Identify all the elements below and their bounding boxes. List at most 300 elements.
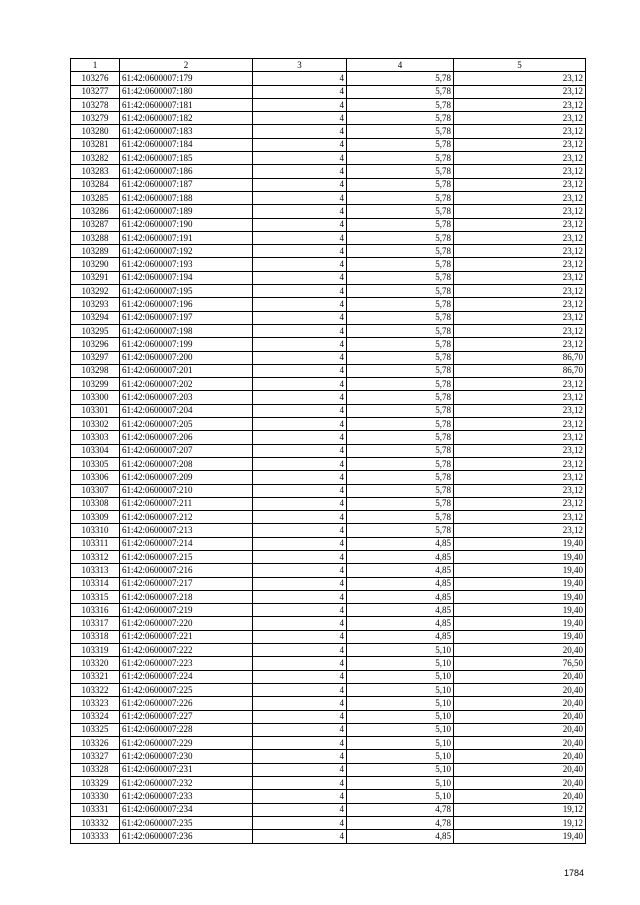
col4-value-cell: 4,78 bbox=[347, 816, 454, 829]
col4-value-cell: 5,78 bbox=[347, 138, 454, 151]
row-number-cell: 103306 bbox=[71, 471, 120, 484]
table-row bbox=[71, 737, 586, 750]
table-row bbox=[71, 511, 586, 524]
col3-value-cell: 4 bbox=[253, 391, 347, 404]
column-header-4: 4 bbox=[347, 59, 454, 72]
table-row bbox=[71, 165, 586, 178]
cadastral-number-cell: 61:42:0600007:211 bbox=[120, 497, 253, 510]
cadastral-number-cell: 61:42:0600007:207 bbox=[120, 444, 253, 457]
table-row bbox=[71, 723, 586, 736]
table-row bbox=[71, 484, 586, 497]
col5-value-cell: 23,12 bbox=[454, 72, 586, 85]
row-number-cell: 103307 bbox=[71, 484, 120, 497]
col4-value-cell: 5,78 bbox=[347, 311, 454, 324]
row-number-cell: 103332 bbox=[71, 816, 120, 829]
col3-value-cell: 4 bbox=[253, 777, 347, 790]
cadastral-number-cell: 61:42:0600007:213 bbox=[120, 524, 253, 537]
cadastral-number-cell: 61:42:0600007:236 bbox=[120, 830, 253, 843]
row-number-cell: 103286 bbox=[71, 205, 120, 218]
row-number-cell: 103323 bbox=[71, 697, 120, 710]
col5-value-cell: 23,12 bbox=[454, 245, 586, 258]
col4-value-cell: 5,78 bbox=[347, 298, 454, 311]
table-header-row bbox=[71, 59, 586, 72]
cadastral-number-cell: 61:42:0600007:191 bbox=[120, 231, 253, 244]
col4-value-cell: 4,85 bbox=[347, 577, 454, 590]
col5-value-cell: 20,40 bbox=[454, 737, 586, 750]
col3-value-cell: 4 bbox=[253, 218, 347, 231]
table-row bbox=[71, 418, 586, 431]
row-number-cell: 103282 bbox=[71, 152, 120, 165]
row-number-cell: 103277 bbox=[71, 85, 120, 98]
table-row bbox=[71, 205, 586, 218]
cadastral-number-cell: 61:42:0600007:220 bbox=[120, 617, 253, 630]
col4-value-cell: 5,78 bbox=[347, 364, 454, 377]
cadastral-number-cell: 61:42:0600007:182 bbox=[120, 112, 253, 125]
table-row bbox=[71, 285, 586, 298]
col5-value-cell: 23,12 bbox=[454, 218, 586, 231]
table-row bbox=[71, 324, 586, 337]
row-number-cell: 103326 bbox=[71, 737, 120, 750]
table-row bbox=[71, 152, 586, 165]
col4-value-cell: 5,10 bbox=[347, 644, 454, 657]
col4-value-cell: 4,85 bbox=[347, 590, 454, 603]
cadastral-number-cell: 61:42:0600007:197 bbox=[120, 311, 253, 324]
col3-value-cell: 4 bbox=[253, 537, 347, 550]
col4-value-cell: 5,78 bbox=[347, 205, 454, 218]
row-number-cell: 103283 bbox=[71, 165, 120, 178]
col4-value-cell: 5,78 bbox=[347, 231, 454, 244]
col4-value-cell: 4,85 bbox=[347, 537, 454, 550]
col5-value-cell: 23,12 bbox=[454, 125, 586, 138]
col4-value-cell: 5,78 bbox=[347, 98, 454, 111]
table-row bbox=[71, 191, 586, 204]
col3-value-cell: 4 bbox=[253, 311, 347, 324]
col4-value-cell: 5,78 bbox=[347, 524, 454, 537]
col5-value-cell: 19,40 bbox=[454, 564, 586, 577]
row-number-cell: 103311 bbox=[71, 537, 120, 550]
col5-value-cell: 20,40 bbox=[454, 644, 586, 657]
row-number-cell: 103293 bbox=[71, 298, 120, 311]
col4-value-cell: 5,78 bbox=[347, 471, 454, 484]
col4-value-cell: 5,78 bbox=[347, 72, 454, 85]
column-header-1: 1 bbox=[71, 59, 120, 72]
row-number-cell: 103300 bbox=[71, 391, 120, 404]
col3-value-cell: 4 bbox=[253, 737, 347, 750]
col5-value-cell: 23,12 bbox=[454, 178, 586, 191]
row-number-cell: 103289 bbox=[71, 245, 120, 258]
row-number-cell: 103301 bbox=[71, 404, 120, 417]
col5-value-cell: 19,40 bbox=[454, 590, 586, 603]
cadastral-number-cell: 61:42:0600007:227 bbox=[120, 710, 253, 723]
table-row bbox=[71, 271, 586, 284]
cadastral-number-cell: 61:42:0600007:233 bbox=[120, 790, 253, 803]
column-header-5: 5 bbox=[454, 59, 586, 72]
row-number-cell: 103284 bbox=[71, 178, 120, 191]
col3-value-cell: 4 bbox=[253, 364, 347, 377]
col4-value-cell: 5,78 bbox=[347, 125, 454, 138]
cadastral-number-cell: 61:42:0600007:210 bbox=[120, 484, 253, 497]
col4-value-cell: 5,78 bbox=[347, 258, 454, 271]
row-number-cell: 103330 bbox=[71, 790, 120, 803]
col4-value-cell: 5,78 bbox=[347, 324, 454, 337]
col3-value-cell: 4 bbox=[253, 657, 347, 670]
col3-value-cell: 4 bbox=[253, 457, 347, 470]
table-row bbox=[71, 697, 586, 710]
cadastral-number-cell: 61:42:0600007:217 bbox=[120, 577, 253, 590]
cadastral-number-cell: 61:42:0600007:200 bbox=[120, 351, 253, 364]
col5-value-cell: 23,12 bbox=[454, 85, 586, 98]
table-row bbox=[71, 258, 586, 271]
col3-value-cell: 4 bbox=[253, 577, 347, 590]
col3-value-cell: 4 bbox=[253, 644, 347, 657]
col3-value-cell: 4 bbox=[253, 85, 347, 98]
cadastral-number-cell: 61:42:0600007:229 bbox=[120, 737, 253, 750]
col4-value-cell: 5,10 bbox=[347, 777, 454, 790]
col5-value-cell: 23,12 bbox=[454, 511, 586, 524]
cadastral-number-cell: 61:42:0600007:232 bbox=[120, 777, 253, 790]
col5-value-cell: 86,70 bbox=[454, 364, 586, 377]
cadastral-number-cell: 61:42:0600007:185 bbox=[120, 152, 253, 165]
col5-value-cell: 20,40 bbox=[454, 670, 586, 683]
col4-value-cell: 4,85 bbox=[347, 617, 454, 630]
col5-value-cell: 20,40 bbox=[454, 790, 586, 803]
col5-value-cell: 23,12 bbox=[454, 165, 586, 178]
col4-value-cell: 5,10 bbox=[347, 763, 454, 776]
col4-value-cell: 5,78 bbox=[347, 404, 454, 417]
row-number-cell: 103318 bbox=[71, 630, 120, 643]
col3-value-cell: 4 bbox=[253, 670, 347, 683]
col4-value-cell: 5,78 bbox=[347, 191, 454, 204]
col5-value-cell: 23,12 bbox=[454, 152, 586, 165]
table-row bbox=[71, 777, 586, 790]
data-table bbox=[70, 58, 586, 844]
col3-value-cell: 4 bbox=[253, 750, 347, 763]
col4-value-cell: 5,10 bbox=[347, 737, 454, 750]
cadastral-number-cell: 61:42:0600007:223 bbox=[120, 657, 253, 670]
table-row bbox=[71, 298, 586, 311]
cadastral-number-cell: 61:42:0600007:190 bbox=[120, 218, 253, 231]
row-number-cell: 103310 bbox=[71, 524, 120, 537]
col4-value-cell: 5,10 bbox=[347, 790, 454, 803]
col4-value-cell: 5,78 bbox=[347, 112, 454, 125]
table-row bbox=[71, 670, 586, 683]
row-number-cell: 103291 bbox=[71, 271, 120, 284]
col4-value-cell: 5,10 bbox=[347, 683, 454, 696]
col3-value-cell: 4 bbox=[253, 497, 347, 510]
cadastral-number-cell: 61:42:0600007:198 bbox=[120, 324, 253, 337]
cadastral-number-cell: 61:42:0600007:180 bbox=[120, 85, 253, 98]
table-row bbox=[71, 564, 586, 577]
col3-value-cell: 4 bbox=[253, 112, 347, 125]
row-number-cell: 103303 bbox=[71, 431, 120, 444]
table-row bbox=[71, 816, 586, 829]
row-number-cell: 103302 bbox=[71, 418, 120, 431]
cadastral-number-cell: 61:42:0600007:194 bbox=[120, 271, 253, 284]
row-number-cell: 103292 bbox=[71, 285, 120, 298]
col5-value-cell: 76,50 bbox=[454, 657, 586, 670]
cadastral-number-cell: 61:42:0600007:203 bbox=[120, 391, 253, 404]
col5-value-cell: 19,40 bbox=[454, 604, 586, 617]
col3-value-cell: 4 bbox=[253, 550, 347, 563]
cadastral-number-cell: 61:42:0600007:209 bbox=[120, 471, 253, 484]
col5-value-cell: 23,12 bbox=[454, 524, 586, 537]
col3-value-cell: 4 bbox=[253, 630, 347, 643]
row-number-cell: 103316 bbox=[71, 604, 120, 617]
cadastral-number-cell: 61:42:0600007:235 bbox=[120, 816, 253, 829]
col3-value-cell: 4 bbox=[253, 790, 347, 803]
table-row bbox=[71, 830, 586, 843]
cadastral-number-cell: 61:42:0600007:179 bbox=[120, 72, 253, 85]
col3-value-cell: 4 bbox=[253, 338, 347, 351]
col5-value-cell: 23,12 bbox=[454, 484, 586, 497]
col3-value-cell: 4 bbox=[253, 683, 347, 696]
col5-value-cell: 23,12 bbox=[454, 138, 586, 151]
col3-value-cell: 4 bbox=[253, 710, 347, 723]
col5-value-cell: 19,40 bbox=[454, 830, 586, 843]
col4-value-cell: 4,85 bbox=[347, 604, 454, 617]
column-header-3: 3 bbox=[253, 59, 347, 72]
col5-value-cell: 23,12 bbox=[454, 391, 586, 404]
col3-value-cell: 4 bbox=[253, 378, 347, 391]
col4-value-cell: 5,78 bbox=[347, 285, 454, 298]
col4-value-cell: 5,78 bbox=[347, 497, 454, 510]
col4-value-cell: 5,78 bbox=[347, 418, 454, 431]
col5-value-cell: 86,70 bbox=[454, 351, 586, 364]
col5-value-cell: 23,12 bbox=[454, 471, 586, 484]
col5-value-cell: 19,40 bbox=[454, 617, 586, 630]
col3-value-cell: 4 bbox=[253, 830, 347, 843]
table-row bbox=[71, 391, 586, 404]
table-row bbox=[71, 577, 586, 590]
col4-value-cell: 5,10 bbox=[347, 750, 454, 763]
col5-value-cell: 23,12 bbox=[454, 378, 586, 391]
cadastral-number-cell: 61:42:0600007:205 bbox=[120, 418, 253, 431]
row-number-cell: 103319 bbox=[71, 644, 120, 657]
cadastral-number-cell: 61:42:0600007:186 bbox=[120, 165, 253, 178]
row-number-cell: 103331 bbox=[71, 803, 120, 816]
col3-value-cell: 4 bbox=[253, 271, 347, 284]
col4-value-cell: 5,78 bbox=[347, 457, 454, 470]
cadastral-number-cell: 61:42:0600007:219 bbox=[120, 604, 253, 617]
col3-value-cell: 4 bbox=[253, 298, 347, 311]
cadastral-number-cell: 61:42:0600007:215 bbox=[120, 550, 253, 563]
row-number-cell: 103309 bbox=[71, 511, 120, 524]
table-row bbox=[71, 364, 586, 377]
col3-value-cell: 4 bbox=[253, 604, 347, 617]
col3-value-cell: 4 bbox=[253, 444, 347, 457]
row-number-cell: 103322 bbox=[71, 683, 120, 696]
cadastral-number-cell: 61:42:0600007:183 bbox=[120, 125, 253, 138]
table-row bbox=[71, 683, 586, 696]
col5-value-cell: 23,12 bbox=[454, 205, 586, 218]
col4-value-cell: 5,78 bbox=[347, 218, 454, 231]
col3-value-cell: 4 bbox=[253, 590, 347, 603]
col4-value-cell: 5,10 bbox=[347, 710, 454, 723]
table-row bbox=[71, 471, 586, 484]
col5-value-cell: 20,40 bbox=[454, 683, 586, 696]
col5-value-cell: 23,12 bbox=[454, 338, 586, 351]
col3-value-cell: 4 bbox=[253, 205, 347, 218]
row-number-cell: 103280 bbox=[71, 125, 120, 138]
row-number-cell: 103299 bbox=[71, 378, 120, 391]
table-row bbox=[71, 125, 586, 138]
col4-value-cell: 5,10 bbox=[347, 657, 454, 670]
col3-value-cell: 4 bbox=[253, 524, 347, 537]
col3-value-cell: 4 bbox=[253, 138, 347, 151]
col4-value-cell: 5,78 bbox=[347, 178, 454, 191]
col4-value-cell: 5,78 bbox=[347, 165, 454, 178]
col3-value-cell: 4 bbox=[253, 511, 347, 524]
col3-value-cell: 4 bbox=[253, 285, 347, 298]
cadastral-number-cell: 61:42:0600007:188 bbox=[120, 191, 253, 204]
cadastral-number-cell: 61:42:0600007:225 bbox=[120, 683, 253, 696]
col4-value-cell: 4,85 bbox=[347, 830, 454, 843]
col5-value-cell: 19,40 bbox=[454, 577, 586, 590]
col4-value-cell: 4,78 bbox=[347, 803, 454, 816]
table-row bbox=[71, 72, 586, 85]
cadastral-number-cell: 61:42:0600007:228 bbox=[120, 723, 253, 736]
col5-value-cell: 20,40 bbox=[454, 710, 586, 723]
table-row bbox=[71, 378, 586, 391]
col5-value-cell: 23,12 bbox=[454, 112, 586, 125]
col5-value-cell: 23,12 bbox=[454, 231, 586, 244]
table-row bbox=[71, 803, 586, 816]
row-number-cell: 103320 bbox=[71, 657, 120, 670]
table-row bbox=[71, 98, 586, 111]
col4-value-cell: 5,78 bbox=[347, 152, 454, 165]
col4-value-cell: 5,78 bbox=[347, 85, 454, 98]
row-number-cell: 103278 bbox=[71, 98, 120, 111]
col3-value-cell: 4 bbox=[253, 165, 347, 178]
row-number-cell: 103333 bbox=[71, 830, 120, 843]
col4-value-cell: 5,78 bbox=[347, 271, 454, 284]
col5-value-cell: 23,12 bbox=[454, 285, 586, 298]
cadastral-number-cell: 61:42:0600007:187 bbox=[120, 178, 253, 191]
col4-value-cell: 5,10 bbox=[347, 697, 454, 710]
table-body bbox=[71, 72, 586, 843]
col3-value-cell: 4 bbox=[253, 816, 347, 829]
col5-value-cell: 23,12 bbox=[454, 298, 586, 311]
table-row bbox=[71, 617, 586, 630]
table-row bbox=[71, 524, 586, 537]
col5-value-cell: 23,12 bbox=[454, 311, 586, 324]
cadastral-number-cell: 61:42:0600007:218 bbox=[120, 590, 253, 603]
col5-value-cell: 19,40 bbox=[454, 537, 586, 550]
row-number-cell: 103324 bbox=[71, 710, 120, 723]
table-row bbox=[71, 644, 586, 657]
cadastral-number-cell: 61:42:0600007:212 bbox=[120, 511, 253, 524]
row-number-cell: 103298 bbox=[71, 364, 120, 377]
col5-value-cell: 23,12 bbox=[454, 98, 586, 111]
row-number-cell: 103304 bbox=[71, 444, 120, 457]
col3-value-cell: 4 bbox=[253, 178, 347, 191]
col3-value-cell: 4 bbox=[253, 72, 347, 85]
row-number-cell: 103281 bbox=[71, 138, 120, 151]
col3-value-cell: 4 bbox=[253, 431, 347, 444]
row-number-cell: 103313 bbox=[71, 564, 120, 577]
col4-value-cell: 5,78 bbox=[347, 378, 454, 391]
table-row bbox=[71, 457, 586, 470]
row-number-cell: 103285 bbox=[71, 191, 120, 204]
col5-value-cell: 23,12 bbox=[454, 418, 586, 431]
col5-value-cell: 23,12 bbox=[454, 444, 586, 457]
row-number-cell: 103288 bbox=[71, 231, 120, 244]
table-row bbox=[71, 311, 586, 324]
col5-value-cell: 23,12 bbox=[454, 431, 586, 444]
row-number-cell: 103312 bbox=[71, 550, 120, 563]
cadastral-number-cell: 61:42:0600007:193 bbox=[120, 258, 253, 271]
col5-value-cell: 23,12 bbox=[454, 457, 586, 470]
table-row bbox=[71, 550, 586, 563]
row-number-cell: 103315 bbox=[71, 590, 120, 603]
cadastral-number-cell: 61:42:0600007:181 bbox=[120, 98, 253, 111]
table-row bbox=[71, 351, 586, 364]
table-row bbox=[71, 231, 586, 244]
col3-value-cell: 4 bbox=[253, 803, 347, 816]
col3-value-cell: 4 bbox=[253, 245, 347, 258]
cadastral-number-cell: 61:42:0600007:230 bbox=[120, 750, 253, 763]
col3-value-cell: 4 bbox=[253, 564, 347, 577]
column-header-2: 2 bbox=[120, 59, 253, 72]
cadastral-number-cell: 61:42:0600007:216 bbox=[120, 564, 253, 577]
cadastral-number-cell: 61:42:0600007:196 bbox=[120, 298, 253, 311]
cadastral-number-cell: 61:42:0600007:214 bbox=[120, 537, 253, 550]
table-row bbox=[71, 497, 586, 510]
col4-value-cell: 5,78 bbox=[347, 391, 454, 404]
col3-value-cell: 4 bbox=[253, 404, 347, 417]
col3-value-cell: 4 bbox=[253, 484, 347, 497]
col3-value-cell: 4 bbox=[253, 697, 347, 710]
cadastral-number-cell: 61:42:0600007:199 bbox=[120, 338, 253, 351]
row-number-cell: 103321 bbox=[71, 670, 120, 683]
row-number-cell: 103297 bbox=[71, 351, 120, 364]
table-row bbox=[71, 138, 586, 151]
col3-value-cell: 4 bbox=[253, 763, 347, 776]
table-row bbox=[71, 444, 586, 457]
table-row bbox=[71, 178, 586, 191]
col5-value-cell: 23,12 bbox=[454, 324, 586, 337]
col3-value-cell: 4 bbox=[253, 98, 347, 111]
row-number-cell: 103279 bbox=[71, 112, 120, 125]
col3-value-cell: 4 bbox=[253, 125, 347, 138]
cadastral-number-cell: 61:42:0600007:206 bbox=[120, 431, 253, 444]
table-row bbox=[71, 537, 586, 550]
col4-value-cell: 5,78 bbox=[347, 338, 454, 351]
cadastral-number-cell: 61:42:0600007:226 bbox=[120, 697, 253, 710]
row-number-cell: 103295 bbox=[71, 324, 120, 337]
col3-value-cell: 4 bbox=[253, 617, 347, 630]
cadastral-number-cell: 61:42:0600007:189 bbox=[120, 205, 253, 218]
col4-value-cell: 5,10 bbox=[347, 670, 454, 683]
col4-value-cell: 5,78 bbox=[347, 484, 454, 497]
cadastral-number-cell: 61:42:0600007:184 bbox=[120, 138, 253, 151]
row-number-cell: 103287 bbox=[71, 218, 120, 231]
page-number: 1784 bbox=[563, 868, 584, 878]
row-number-cell: 103294 bbox=[71, 311, 120, 324]
col5-value-cell: 20,40 bbox=[454, 750, 586, 763]
col3-value-cell: 4 bbox=[253, 191, 347, 204]
row-number-cell: 103328 bbox=[71, 763, 120, 776]
col4-value-cell: 5,78 bbox=[347, 245, 454, 258]
col5-value-cell: 23,12 bbox=[454, 497, 586, 510]
col5-value-cell: 23,12 bbox=[454, 258, 586, 271]
col4-value-cell: 5,78 bbox=[347, 351, 454, 364]
col4-value-cell: 4,85 bbox=[347, 630, 454, 643]
table-row bbox=[71, 604, 586, 617]
table-row bbox=[71, 85, 586, 98]
row-number-cell: 103296 bbox=[71, 338, 120, 351]
col5-value-cell: 19,12 bbox=[454, 803, 586, 816]
